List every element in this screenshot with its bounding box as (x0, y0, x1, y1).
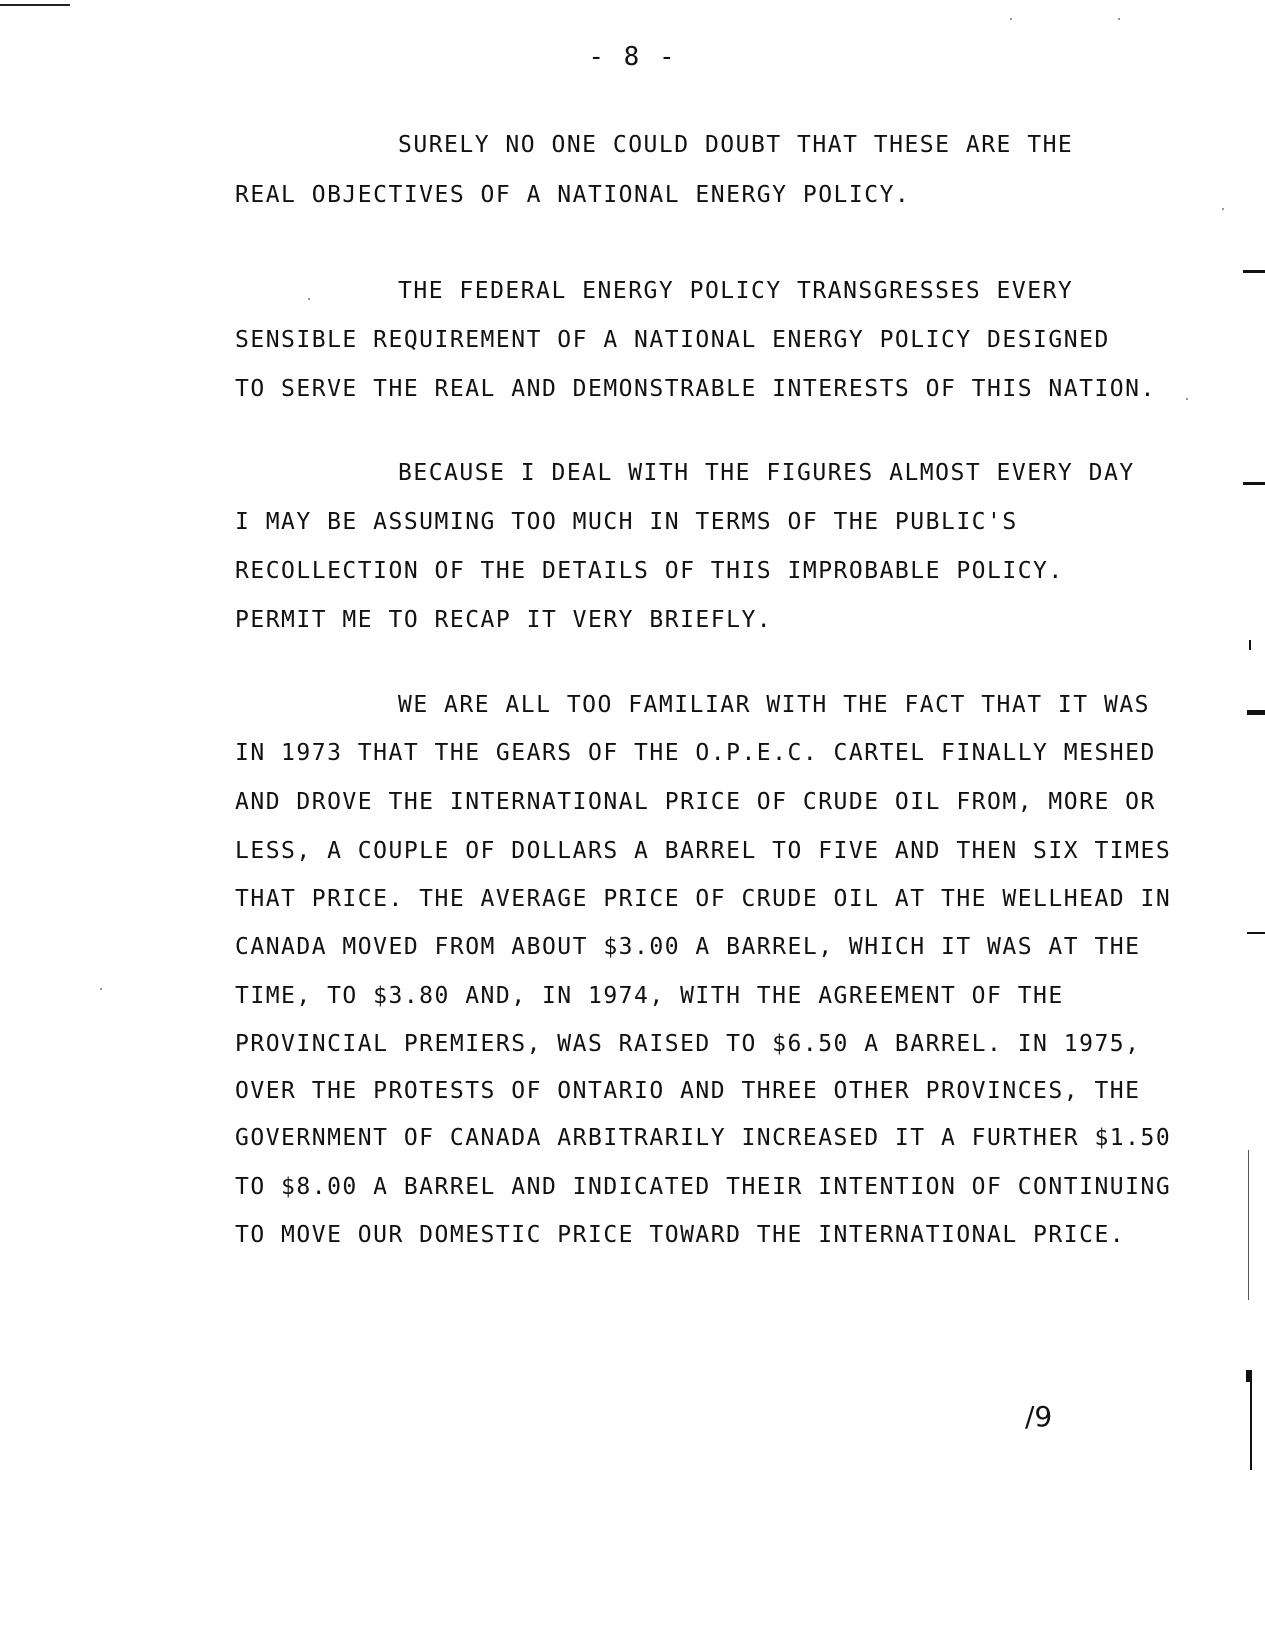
paragraph-4-line-7: TIME, TO $3.80 AND, IN 1974, WITH THE AGREEMENT OF THE (235, 983, 1064, 1009)
next-page-marker: /9 (1025, 1400, 1053, 1433)
paragraph-3-line-4: PERMIT ME TO RECAP IT VERY BRIEFLY. (235, 607, 773, 633)
paragraph-4-line-10: GOVERNMENT OF CANADA ARBITRARILY INCREASED IT A FURTHER $1.50 (235, 1125, 1172, 1151)
paragraph-4-line-9: OVER THE PROTESTS OF ONTARIO AND THREE OTHER PROVINCES, THE (235, 1078, 1141, 1104)
paragraph-4-line-1: WE ARE ALL TOO FAMILIAR WITH THE FACT THAT IT WAS (398, 692, 1151, 718)
paragraph-3-line-3: RECOLLECTION OF THE DETAILS OF THIS IMPROBABLE POLICY. (235, 558, 1064, 584)
paragraph-2-line-1: THE FEDERAL ENERGY POLICY TRANSGRESSES EVERY (398, 278, 1074, 304)
scan-edge-mark (1247, 710, 1265, 715)
scan-speck (1186, 398, 1188, 400)
paragraph-2-line-3: TO SERVE THE REAL AND DEMONSTRABLE INTERESTS OF THIS NATION. (235, 376, 1156, 402)
paragraph-4-line-4: LESS, A COUPLE OF DOLLARS A BARREL TO FIVE AND THEN SIX TIMES (235, 838, 1172, 864)
scan-edge-mark (1250, 1370, 1252, 1470)
scan-edge-mark (1243, 482, 1265, 485)
paragraph-2-line-2: SENSIBLE REQUIREMENT OF A NATIONAL ENERGY POLICY DESIGNED (235, 327, 1110, 353)
paragraph-4-line-5: THAT PRICE. THE AVERAGE PRICE OF CRUDE OIL AT THE WELLHEAD IN (235, 886, 1172, 912)
scan-edge-mark (1249, 640, 1251, 650)
page-number: - 8 - (588, 42, 677, 72)
scan-speck (1010, 18, 1012, 20)
scan-edge-mark (1248, 1150, 1249, 1300)
paragraph-4-line-11: TO $8.00 A BARREL AND INDICATED THEIR INTENTION OF CONTINUING (235, 1174, 1172, 1200)
scan-speck (308, 298, 310, 300)
scan-edge-mark (1243, 270, 1265, 273)
scan-speck (100, 988, 102, 990)
paragraph-4-line-3: AND DROVE THE INTERNATIONAL PRICE OF CRUDE OIL FROM, MORE OR (235, 789, 1156, 815)
scan-edge-mark (1247, 932, 1265, 934)
paragraph-1-line-1: SURELY NO ONE COULD DOUBT THAT THESE ARE THE (398, 132, 1074, 158)
paragraph-4-line-12: TO MOVE OUR DOMESTIC PRICE TOWARD THE INTERNATIONAL PRICE. (235, 1222, 1126, 1248)
paragraph-3-line-2: I MAY BE ASSUMING TOO MUCH IN TERMS OF THE PUBLIC'S (235, 509, 1018, 535)
paragraph-4-line-8: PROVINCIAL PREMIERS, WAS RAISED TO $6.50 A BARREL. IN 1975, (235, 1031, 1141, 1057)
corner-rule (0, 4, 70, 6)
paragraph-4-line-6: CANADA MOVED FROM ABOUT $3.00 A BARREL, WHICH IT WAS AT THE (235, 934, 1141, 960)
paragraph-1-line-2: REAL OBJECTIVES OF A NATIONAL ENERGY POLICY. (235, 182, 911, 208)
scan-speck (1118, 18, 1120, 20)
paragraph-4-line-2: IN 1973 THAT THE GEARS OF THE O.P.E.C. CARTEL FINALLY MESHED (235, 740, 1156, 766)
scan-speck (1222, 208, 1224, 210)
paragraph-3-line-1: BECAUSE I DEAL WITH THE FIGURES ALMOST EVERY DAY (398, 460, 1135, 486)
